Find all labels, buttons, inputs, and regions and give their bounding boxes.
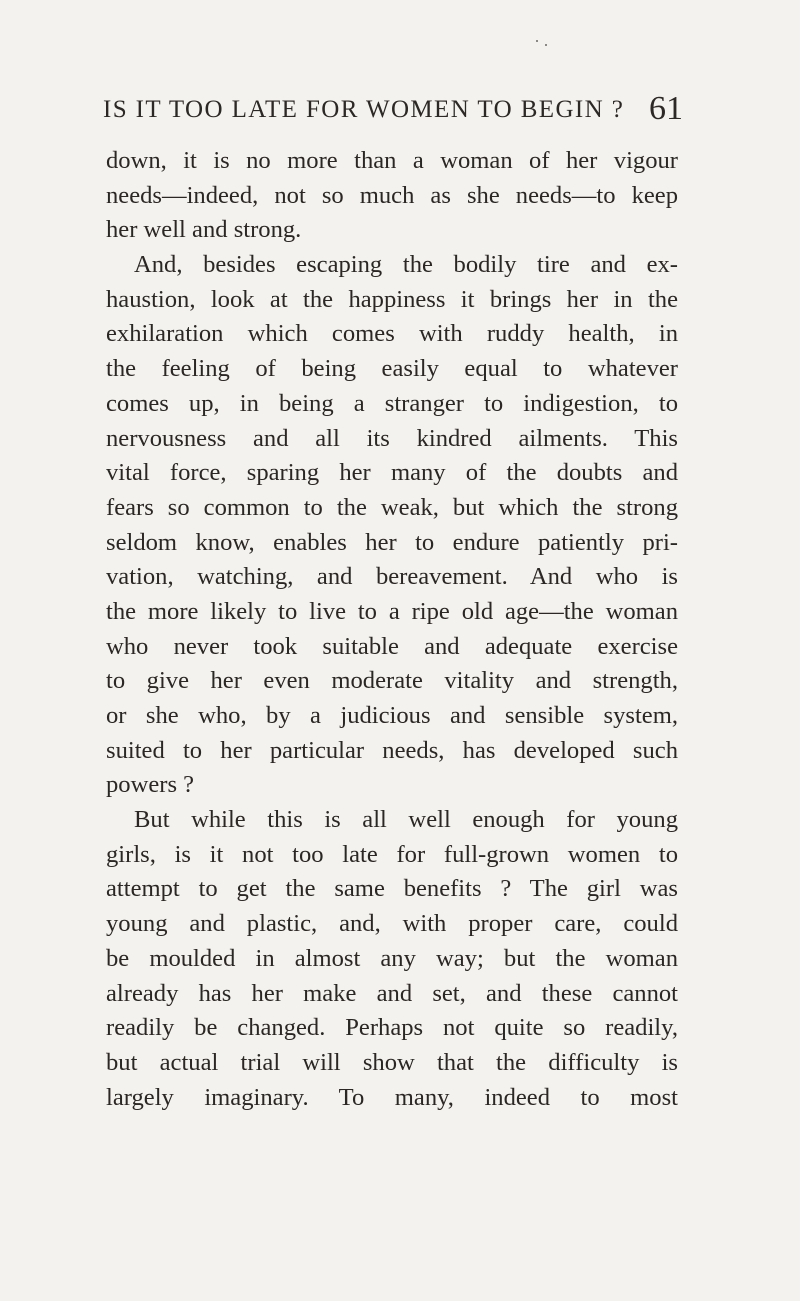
page-number: 61 — [649, 90, 683, 127]
text-line: nervousness and all its kindred ailments. This — [106, 424, 678, 452]
text-line: down, it is no more than a woman of her vigour — [106, 147, 678, 174]
text-line: or she who, by a judicious and sensible system, — [106, 702, 678, 729]
text-line: suited to her particular needs, has developed such — [106, 736, 678, 764]
text-line: largely imaginary. To many, indeed to most — [106, 1083, 678, 1111]
text-line: to give her even moderate vitality and strength, — [106, 667, 678, 695]
text-line: attempt to get the same benefits ? The girl was — [106, 875, 678, 903]
text-line: the more likely to live to a ripe old age—the woman — [106, 597, 678, 625]
text-line: But while this is all well enough for young — [134, 806, 678, 834]
body-text — [106, 144, 678, 1115]
text-line: young and plastic, and, with proper care, could — [106, 910, 678, 938]
text-line: but actual trial will show that the difficulty is — [106, 1048, 678, 1076]
text-line: vital force, sparing her many of the doubts and — [106, 459, 678, 487]
text-line: readily be changed. Perhaps not quite so readily, — [106, 1014, 678, 1042]
text-line: who never took suitable and adequate exercise — [106, 632, 678, 660]
text-line: needs—indeed, not so much as she needs—to keep — [106, 181, 678, 209]
text-line: girls, is it not too late for full-grown women to — [106, 840, 678, 868]
text-line: the feeling of being easily equal to whatever — [106, 355, 678, 383]
running-head-title: IS IT TOO LATE FOR WOMEN TO BEGIN ? — [103, 96, 625, 123]
text-line: be moulded in almost any way; but the woman — [106, 944, 678, 972]
text-line: And, besides escaping the bodily tire and ex- — [134, 251, 678, 279]
print-speck — [545, 44, 547, 46]
running-head — [103, 92, 683, 132]
text-line: seldom know, enables her to endure patiently pri- — [106, 528, 678, 556]
text-line: already has her make and set, and these cannot — [106, 979, 678, 1007]
text-line: exhilaration which comes with ruddy health, in — [106, 320, 678, 348]
text-line: fears so common to the weak, but which the strong — [106, 493, 678, 521]
text-line: comes up, in being a stranger to indigestion, to — [106, 389, 678, 417]
text-line: her well and strong. — [106, 216, 302, 244]
text-line: powers ? — [106, 771, 195, 799]
text-line: vation, watching, and bereavement. And who is — [106, 563, 678, 591]
print-speck — [536, 40, 538, 42]
text-line: haustion, look at the happiness it brings her in the — [106, 285, 678, 313]
